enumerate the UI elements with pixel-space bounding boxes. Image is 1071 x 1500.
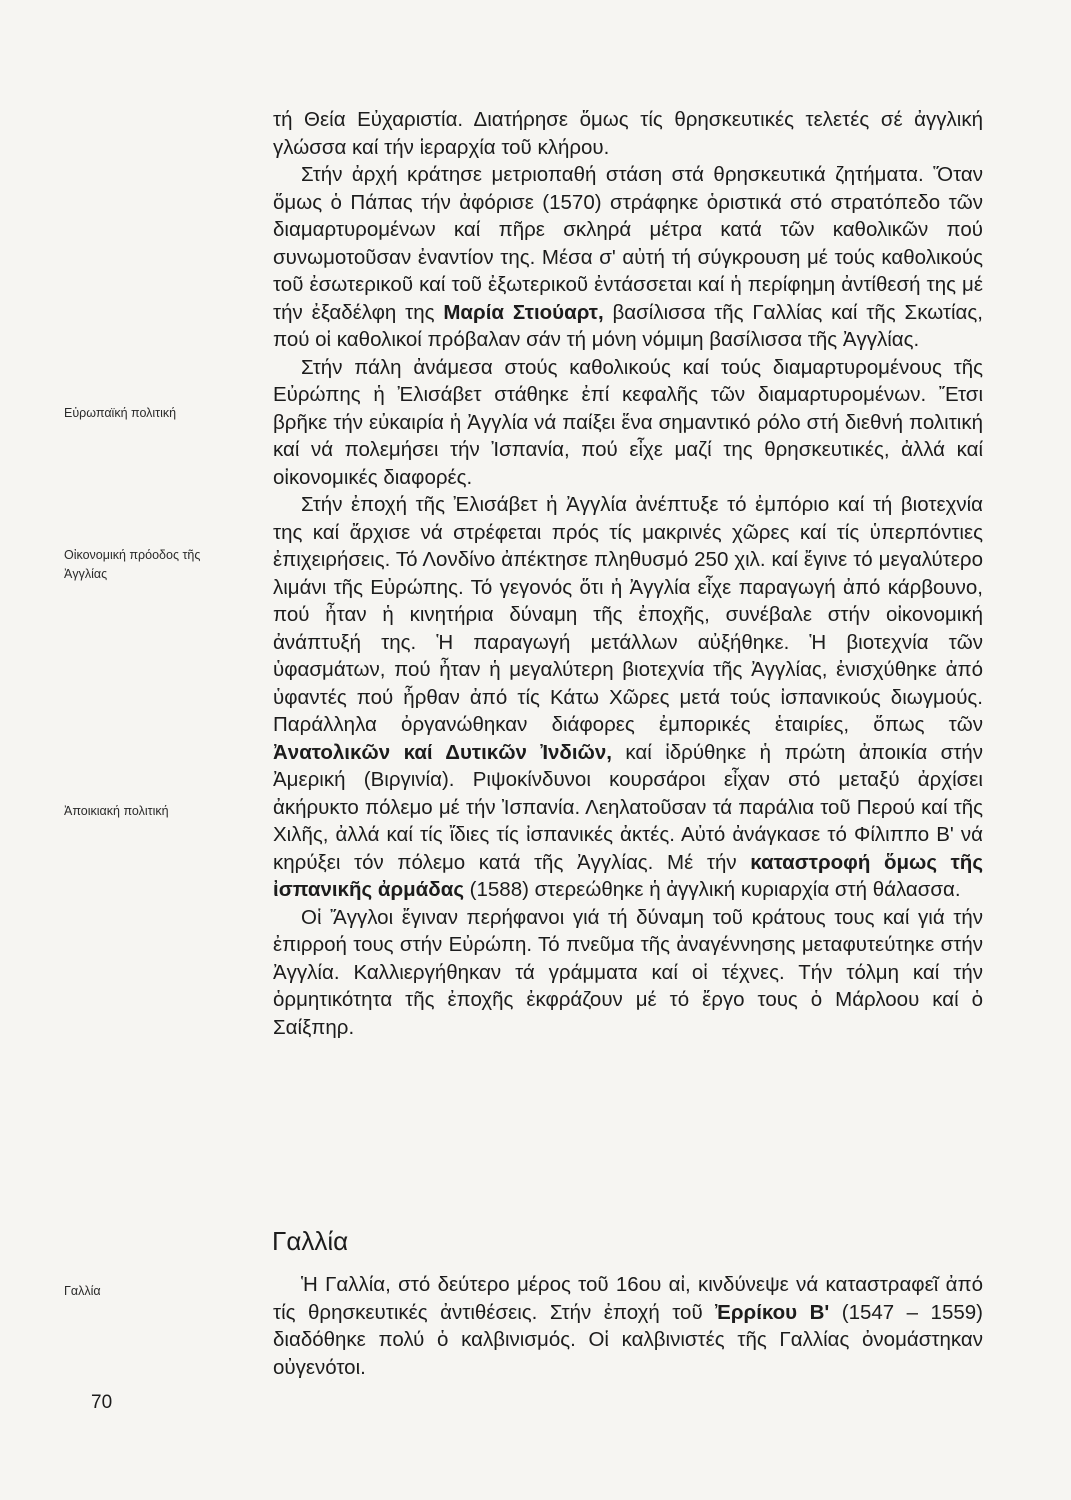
margin-note-france: Γαλλία bbox=[64, 1284, 101, 1298]
bold-phrase: καταστροφή ὅμως τῆς ἰσπανικῆς ἀρμάδας bbox=[273, 850, 983, 901]
margin-note-european-policy: Εὐρωπαϊκή πολιτική bbox=[64, 406, 177, 420]
section-heading-france: Γαλλία bbox=[272, 1226, 349, 1256]
text-run: τή Θεία Εὐχαριστία. Διατήρησε ὅμως τίς θρησκευτικές τελετές σέ ἀγγλική γλώσσα καί τήν ἱεραρχία τοῦ κλήρου. bbox=[273, 108, 983, 159]
paragraph bbox=[273, 106, 983, 161]
text-run: Οἱ Ἄγγλοι ἔγιναν περήφανοι γιά τή δύναμη τοῦ κράτους τους καί γιά τήν ἐπιρροή τους στήν Εὐρώπη. Τό πνεῦμα τῆς ἀναγέννησης μεταφυτεύτηκε στήν Ἀγγλία. Καλλιεργήθηκαν τά γράμματα καί οἱ τέχνες. Τήν τόλμη καί τήν ὁρμητικότητα τῆς ἐποχῆς ἐκφράζουν μέ τό ἔργο τους ὁ Μάρλοου καί ὁ Σαίξπηρ. bbox=[273, 905, 983, 1039]
text-run: Στήν πάλη ἀνάμεσα στούς καθολικούς καί τούς διαμαρτυρομένους τῆς Εὐρώπης ἡ Ἐλισάβετ στάθηκε ἐπί κεφαλῆς τῶν διαμαρτυρομένων. Ἔτσι βρῆκε τήν εὐκαιρία ἡ Ἀγγλία νά παίξει ἕνα σημαντικό ρόλο στή διεθνή πολιτική καί νά πολεμήσει τήν Ἰσπανία, πού εἶχε μαζί της θρησκευτικές, ἀλλά καί οἰκονομικές διαφορές. bbox=[273, 355, 983, 489]
bold-phrase: Ἀνατολικῶν καί Δυτικῶν Ἰνδιῶν, bbox=[273, 740, 612, 764]
paragraph bbox=[273, 491, 983, 904]
paragraph bbox=[273, 1271, 983, 1381]
section-text-france bbox=[273, 1271, 983, 1381]
text-run: Ἡ Γαλλία, στό δεύτερο μέρος τοῦ 16ου αἰ, κινδύνεψε νά καταστραφεῖ ἀπό τίς θρησκευτικές ἀντιθέσεις. Στήν ἐποχή τοῦ bbox=[273, 1273, 983, 1324]
margin-note-colonial-policy: Ἀποικιακή πολιτική bbox=[64, 804, 169, 818]
text-run: Στήν ἐποχή τῆς Ἐλισάβετ ἡ Ἀγγλία ἀνέπτυξε τό ἐμπόριο καί τή βιοτεχνία της καί ἄρχισε νά στρέφεται πρός τίς μακρινές χῶρες καί τίς ὑπερπόντιες ἐπιχειρήσεις. Τό Λονδίνο ἀπέκτησε πληθυσμό 250 χιλ. καί ἔγινε τό μεγαλύτερο λιμάνι τῆς Εὐρώπης. Τό γεγονός ὅτι ἡ Ἀγγλία εἶχε παραγωγή ἀπό κάρβουνο, πού ἦταν ἡ κινητήρια δύναμη τῆς ἐποχῆς, συνέβαλε στήν οἰκονομική ἀνάπτυξή της. Ἡ παραγωγή μετάλλων αὐξήθηκε. Ἡ βιοτεχνία τῶν ὑφασμάτων, πού ἦταν ἡ μεγαλύτερη βιοτεχνία τῆς Ἀγγλίας, ἐνισχύθηκε ἀπό ὑφαντές πού ἦρθαν ἀπό τίς Κάτω Χῶρες μετά τούς ἰσπανικούς διωγμούς. Παράλληλα ὀργανώθηκαν διάφορες ἐμπορικές ἑταιρίες, ὅπως τῶν bbox=[273, 493, 983, 736]
paragraph bbox=[273, 161, 983, 354]
paragraph bbox=[273, 354, 983, 492]
text-run: (1547 – 1559) διαδόθηκε πολύ ὁ καλβινισμός. Οἱ καλβινιστές τῆς Γαλλίας ὀνομάστηκαν οὐγενότοι. bbox=[273, 1300, 983, 1379]
text-run: (1588) στερεώθηκε ἡ ἀγγλική κυριαρχία στή θάλασσα. bbox=[463, 878, 961, 901]
text-run: βασίλισσα τῆς Γαλλίας καί τῆς Σκωτίας, πού οἱ καθολικοί πρόβαλαν σάν τή μόνη νόμιμη βασίλισσα τῆς Ἀγγλίας. bbox=[273, 300, 983, 351]
bold-phrase: Ἐρρίκου Β' bbox=[715, 1300, 830, 1324]
main-text bbox=[273, 106, 983, 1041]
text-run: καί ἱδρύθηκε ἡ πρώτη ἀποικία στήν Ἀμερική (Βιργινία). Ριψοκίνδυνοι κουρσάροι εἶχαν στό μεταξύ ἀρχίσει ἀκήρυκτο πόλεμο μέ τήν Ἰσπανία. Λεηλατοῦσαν τά παράλια τοῦ Περού καί τῆς Χιλῆς, ἀλλά καί τίς ἴδιες τίς ἰσπανικές ἀκτές. Αὐτό ἀνάγκασε τό Φίλιππο Β' νά κηρύξει τόν πόλεμο κατά τῆς Ἀγγλίας. Μέ τήν bbox=[273, 740, 983, 874]
margin-note-economic-progress: Οἰκονομική πρόοδος τῆς Ἀγγλίας bbox=[64, 548, 201, 581]
bold-phrase: Μαρία Στιούαρτ, bbox=[443, 300, 604, 324]
text-run: Στήν ἀρχή κράτησε μετριοπαθή στάση στά θρησκευτικά ζητήματα. Ὅταν ὅμως ὁ Πάπας τήν ἀφόρισε (1570) στράφηκε ὁριστικά στό στρατόπεδο τῶν διαμαρτυρομένων καί πῆρε σκληρά μέτρα κατά τῶν καθολικῶν πού συνωμοτοῦσαν ἐναντίον της. Μέσα σ' αὐτή τή σύγκρουση μέ τούς καθολικούς τοῦ ἐσωτερικοῦ καί τοῦ ἐξωτερικοῦ ἐντάσσεται καί ἡ περίφημη ἀντίθεσή της μέ τήν ἐξαδέλφη της bbox=[273, 163, 983, 324]
paragraph bbox=[273, 904, 983, 1042]
page-number: 70 bbox=[91, 1392, 113, 1413]
